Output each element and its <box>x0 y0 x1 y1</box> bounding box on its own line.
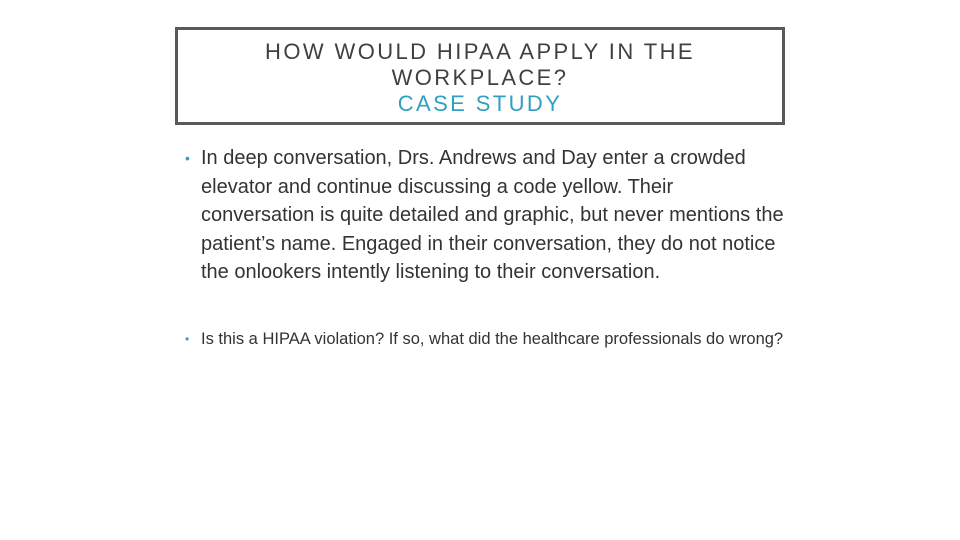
bullet-text-1: In deep conversation, Drs. Andrews and Day enter a crowded elevator and continue discussing a code yellow. Their conversation is quite detailed and graphic, but never mentions the patient’s name. Engaged in their conversation, they do not notice the onlookers intently listening to their conversation. <box>201 147 784 283</box>
bullet-item-1 <box>185 144 785 287</box>
title-line-2: WORKPLACE? <box>391 65 569 90</box>
title-box <box>175 27 785 125</box>
bullet-item-2 <box>185 327 785 352</box>
bullet-icon: • <box>185 331 190 346</box>
bullet-icon: • <box>185 150 190 166</box>
bullet-text-2: Is this a HIPAA violation? If so, what did the healthcare professionals do wrong? <box>201 329 784 348</box>
slide-content <box>185 144 785 352</box>
title-subtitle: CASE STUDY <box>397 91 563 116</box>
title-line-1: HOW WOULD HIPAA APPLY IN THE <box>265 39 695 64</box>
